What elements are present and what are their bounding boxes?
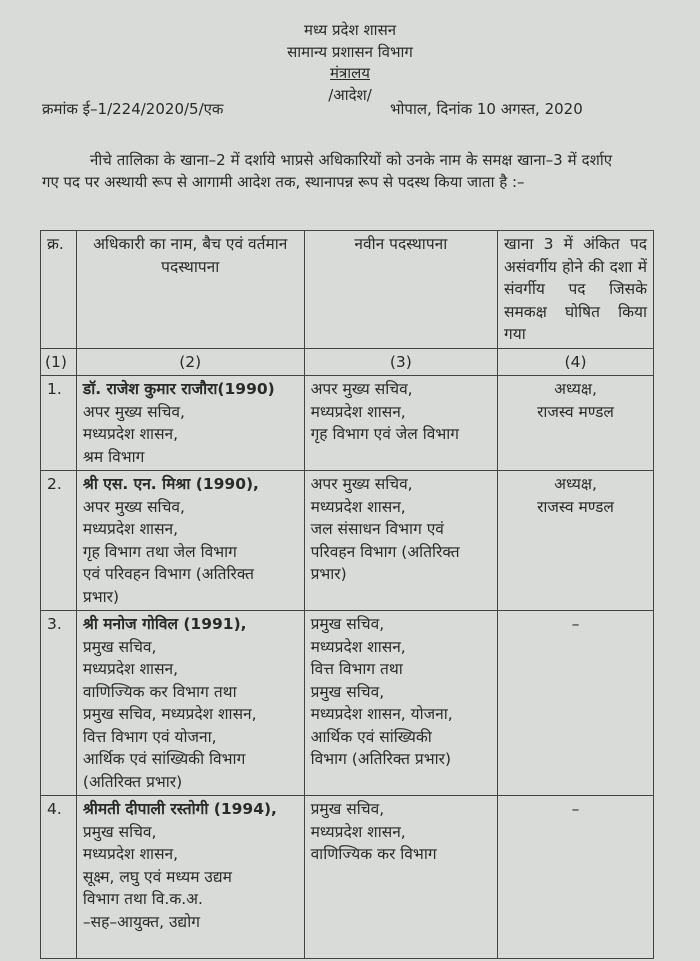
- header-officer: अधिकारी का नाम, बैच एवं वर्तमान पदस्थापना: [76, 231, 304, 349]
- cell-line: अध्यक्ष,: [554, 380, 597, 398]
- new-posting-cell: [304, 471, 497, 611]
- officer-cell: [76, 376, 304, 471]
- table-header-row: [41, 231, 654, 349]
- cell-line: –सह–आयुक्त, उद्योग: [82, 912, 200, 931]
- cell-line: अध्यक्ष,: [554, 475, 597, 493]
- cell-line: प्रभार): [310, 565, 347, 583]
- serial-number: 1.: [41, 376, 77, 471]
- column-number-row: [41, 348, 654, 376]
- officer-name: डॉ. राजेश कुमार राजौरा(1990): [82, 380, 275, 398]
- header-new-posting: नवीन पदस्थापना: [304, 231, 497, 349]
- posting-table: [40, 230, 654, 959]
- cell-line: प्रमुख सचिव, मध्यप्रदेश शासन,: [82, 705, 257, 723]
- cell-line: –: [571, 800, 580, 818]
- equivalent-post-cell: [498, 611, 654, 796]
- cell-line: राजस्व मण्डल: [537, 497, 614, 516]
- cell-line: राजस्व मण्डल: [537, 402, 614, 421]
- cell-line: मध्यप्रदेश शासन,: [82, 660, 179, 678]
- serial-number: 2.: [41, 471, 77, 611]
- column-number: (4): [498, 348, 654, 376]
- cell-line: मध्यप्रदेश शासन,: [82, 520, 179, 538]
- cell-line: मध्यप्रदेश शासन,: [310, 497, 406, 516]
- serial-number: 4.: [41, 796, 77, 959]
- cell-line: श्रम विभाग: [82, 447, 145, 466]
- new-posting-cell: [304, 376, 497, 471]
- cell-line: अपर मुख्य सचिव,: [82, 402, 185, 421]
- government-heading: मध्य प्रदेश शासन: [303, 21, 397, 39]
- cell-line: प्रभार): [82, 587, 120, 606]
- officer-cell: [76, 796, 304, 959]
- officer-cell: [76, 611, 304, 796]
- column-number: (2): [76, 348, 304, 376]
- officer-name: श्रीमती दीपाली रस्तोगी (1994),: [82, 800, 277, 818]
- equivalent-post-cell: [498, 471, 654, 611]
- cell-line: [83, 933, 298, 956]
- cell-line: जल संसाधन विभाग एवं: [310, 520, 444, 538]
- cell-line: एवं परिवहन विभाग (अतिरिक्त: [82, 565, 254, 583]
- cell-line: मध्यप्रदेश शासन,: [310, 637, 406, 656]
- cell-line: मध्यप्रदेश शासन,: [82, 845, 179, 863]
- intro-paragraph: नीचे तालिका के खाना–2 में दर्शाये भाप्रसे अधिकारियों को उनके नाम के समक्ष खाना–3 में दर्शाए गए पद पर अस्थायी रूप से आगामी आदेश तक, स्थानापन्न रूप से पदस्थ किया जाता है :–: [42, 151, 612, 191]
- office-heading-wrap: [0, 63, 700, 83]
- order-number: क्रमांक ई–1/224/2020/5/एक: [42, 100, 224, 118]
- officer-name: श्री मनोज गोविल (1991),: [82, 615, 247, 633]
- serial-number: 3.: [41, 611, 77, 796]
- cell-line: अपर मुख्य सचिव,: [310, 475, 413, 493]
- cell-line: सूक्ष्म, लघु एवं मध्यम उद्यम: [82, 867, 232, 886]
- cell-line: गृह विभाग तथा जेल विभाग: [82, 542, 237, 561]
- officer-cell: [76, 471, 304, 611]
- place-date: भोपाल, दिनांक 10 अगस्त, 2020: [390, 100, 583, 118]
- cell-line: आर्थिक एवं सांख्यिकी: [310, 727, 432, 746]
- cell-line: अपर मुख्य सचिव,: [310, 380, 413, 398]
- equivalent-post-cell: [498, 376, 654, 471]
- equivalent-post-cell: [498, 796, 654, 959]
- header-equivalent: खाना 3 में अंकित पद असंवर्गीय होने की दशा में संवर्गीय पद जिसके समकक्ष घोषित किया गया: [498, 231, 654, 349]
- cell-line: प्रमुख सचिव,: [310, 682, 385, 701]
- column-number: (3): [304, 348, 497, 376]
- table-body: [41, 376, 654, 959]
- cell-line: प्रमुख सचिव,: [310, 800, 385, 818]
- cell-line: प्रमुख सचिव,: [82, 822, 157, 841]
- table-row: [41, 376, 654, 471]
- cell-line: (अतिरिक्त प्रभार): [82, 772, 183, 791]
- cell-line: वाणिज्यिक कर विभाग तथा: [82, 682, 237, 701]
- cell-line: विभाग तथा वि.क.अ.: [82, 890, 203, 908]
- header-sn: क्र.: [41, 231, 77, 349]
- new-posting-cell: [304, 796, 497, 959]
- cell-line: मध्यप्रदेश शासन,: [82, 425, 179, 443]
- cell-line: गृह विभाग एवं जेल विभाग: [310, 425, 459, 443]
- new-posting-cell: [304, 611, 497, 796]
- department-heading: सामान्य प्रशासन विभाग: [287, 43, 413, 61]
- cell-line: अपर मुख्य सचिव,: [82, 497, 185, 516]
- cell-line: प्रमुख सचिव,: [82, 637, 157, 656]
- table-row: [41, 796, 654, 959]
- cell-line: वित्त विभाग एवं योजना,: [82, 727, 217, 746]
- column-number: (1): [41, 348, 77, 376]
- cell-line: वाणिज्यिक कर विभाग: [310, 845, 437, 863]
- cell-line: मध्यप्रदेश शासन, योजना,: [310, 705, 453, 723]
- cell-line: प्रमुख सचिव,: [310, 615, 385, 633]
- table-row: [41, 611, 654, 796]
- cell-line: विभाग (अतिरिक्त प्रभार): [310, 750, 452, 768]
- cell-line: वित्त विभाग तथा: [310, 660, 403, 678]
- cell-line: परिवहन विभाग (अतिरिक्त: [310, 542, 460, 561]
- cell-line: मध्यप्रदेश शासन,: [310, 402, 406, 421]
- officer-name: श्री एस. एन. मिश्रा (1990),: [82, 475, 259, 493]
- cell-line: आर्थिक एवं सांख्यिकी विभाग: [82, 750, 246, 768]
- table-row: [41, 471, 654, 611]
- office-heading: मंत्रालय: [329, 64, 370, 82]
- doc-type-heading: /आदेश/: [328, 86, 372, 104]
- cell-line: मध्यप्रदेश शासन,: [310, 822, 406, 841]
- cell-line: –: [571, 615, 580, 633]
